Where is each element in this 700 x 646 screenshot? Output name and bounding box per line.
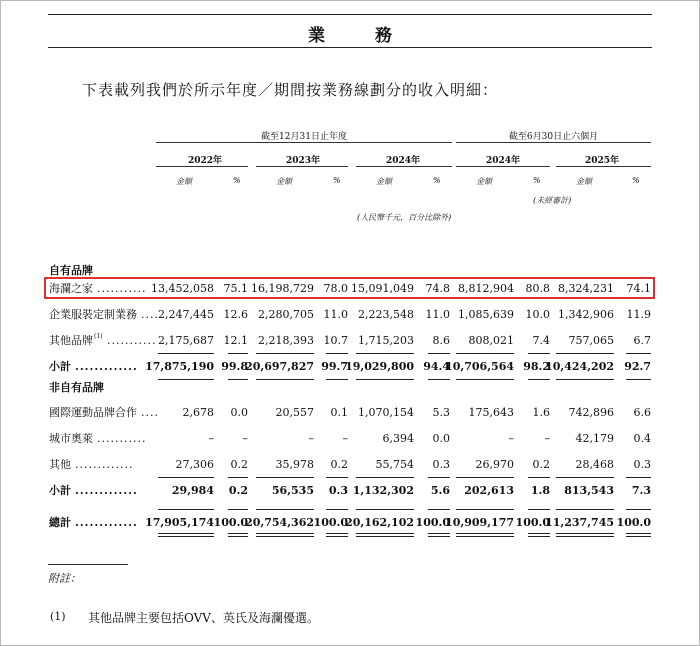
year-rule [256, 166, 348, 167]
note-heading: 附註： [48, 572, 81, 585]
cell-pct: 6.7 [633, 334, 651, 347]
own-subtotal-top-rule [228, 353, 248, 354]
cell-amount: 20,697,827 [245, 360, 314, 373]
unaudited-note: (未經審計) [533, 196, 572, 205]
cell-amount: – [308, 432, 314, 445]
own-subtotal-top-rule [326, 353, 348, 354]
cell-pct: 12.6 [223, 308, 248, 321]
col-amount-header: 金額 [576, 177, 592, 186]
own-subtotal-top-rule [256, 353, 314, 354]
cell-pct: 0.0 [230, 406, 248, 419]
total-double-rule [256, 536, 314, 537]
cell-amount: 56,535 [271, 484, 314, 497]
table-row [0, 430, 700, 448]
leader-dots: ............. [75, 360, 138, 373]
leader-dots: ............. [75, 484, 138, 497]
cell-amount: 202,613 [464, 484, 514, 497]
cell-pct: 0.0 [432, 432, 450, 445]
cell-amount: 813,543 [564, 484, 614, 497]
own-subtotal-top-rule [456, 353, 514, 354]
row-label: 企業服裝定制業務 [49, 308, 137, 321]
total-double-rule [428, 533, 450, 534]
own-subtotal-bottom-rule [158, 379, 214, 380]
cell-pct: 11.9 [626, 308, 651, 321]
cell-amount: 2,175,687 [158, 334, 214, 347]
own-subtotal-bottom-rule [626, 379, 651, 380]
own-subtotal-bottom-rule [228, 379, 248, 380]
cell-amount: 1,132,302 [352, 484, 414, 497]
total-double-rule [326, 536, 348, 537]
cell-pct: 100.0 [213, 516, 248, 529]
section-own-brands: 自有品牌 [49, 264, 93, 277]
cell-amount: 16,198,729 [251, 282, 314, 295]
cell-amount: 6,394 [382, 432, 414, 445]
non-own-subtotal-top-rule [626, 477, 651, 478]
total-double-rule [528, 533, 550, 534]
section-non-own-brands: 非自有品牌 [49, 381, 104, 394]
non-own-subtotal-top-rule [356, 477, 414, 478]
cell-pct: 5.6 [430, 484, 450, 497]
col-pct-header: % [533, 176, 541, 185]
own-subtotal-top-rule [356, 353, 414, 354]
cell-pct: 94.4 [423, 360, 450, 373]
total-double-rule [626, 533, 651, 534]
year-header: 2024年 [385, 156, 421, 166]
own-subtotal-bottom-rule [528, 379, 550, 380]
cell-pct: 100.0 [415, 516, 450, 529]
non-own-subtotal-top-rule [456, 477, 514, 478]
footnote-ref: (1) [94, 333, 103, 340]
total-double-rule [528, 536, 550, 537]
own-subtotal-bottom-rule [356, 379, 414, 380]
unit-note: (人民幣千元，百分比除外) [357, 213, 452, 222]
intro-text: 下表載列我們於所示年度／期間按業務線劃分的收入明細： [82, 81, 499, 99]
header-rule-top [48, 14, 652, 15]
row-label: 其他品牌 [49, 334, 93, 347]
cell-pct: – [242, 432, 248, 445]
total-double-rule [456, 533, 514, 534]
row-label: 海瀾之家 [49, 282, 93, 295]
cell-pct: 99.8 [221, 360, 248, 373]
cell-pct: – [544, 432, 550, 445]
cell-amount: 35,978 [275, 458, 314, 471]
year-header: 2023年 [285, 156, 321, 166]
cell-amount: 2,218,393 [258, 334, 314, 347]
own-subtotal-top-rule [158, 353, 214, 354]
footnote-text: 其他品牌主要包括OVV、英氏及海瀾優選。 [88, 611, 319, 625]
cell-pct: 99.7 [321, 360, 348, 373]
cell-pct: 8.6 [432, 334, 450, 347]
non-own-subtotal-bottom-rule [158, 509, 214, 510]
non-own-subtotal-bottom-rule [626, 509, 651, 510]
cell-amount: – [208, 432, 214, 445]
cell-pct: 10.7 [323, 334, 348, 347]
total-double-rule [356, 536, 414, 537]
non-own-subtotal-bottom-rule [528, 509, 550, 510]
header-rule-bottom [48, 47, 652, 48]
group-year-label: 截至12月31日止年度 [261, 132, 347, 142]
total-double-rule [158, 536, 214, 537]
cell-pct: 0.3 [633, 458, 651, 471]
page-title: 業 務 [308, 26, 414, 46]
table-row [0, 456, 700, 474]
cell-amount: 13,452,058 [151, 282, 214, 295]
non-own-subtotal-top-rule [158, 477, 214, 478]
col-amount-header: 金額 [176, 177, 192, 186]
table-row [0, 332, 700, 350]
non-own-subtotal-bottom-rule [228, 509, 248, 510]
cell-pct: 98.2 [523, 360, 550, 373]
cell-pct: 75.1 [223, 282, 248, 295]
cell-amount: 27,306 [175, 458, 214, 471]
cell-amount: 8,812,904 [458, 282, 514, 295]
year-rule [156, 166, 248, 167]
non-own-subtotal-top-rule [228, 477, 248, 478]
cell-pct: 11.0 [323, 308, 348, 321]
cell-pct: 1.6 [532, 406, 550, 419]
total-double-rule [256, 533, 314, 534]
cell-amount: 2,678 [182, 406, 214, 419]
own-subtotal-bottom-rule [326, 379, 348, 380]
cell-pct: 0.3 [432, 458, 450, 471]
cell-amount: 26,970 [475, 458, 514, 471]
footnote-number: (1) [50, 610, 66, 623]
row-label: 城市奧萊 [49, 432, 93, 445]
table-row [0, 306, 700, 324]
year-header: 2022年 [187, 156, 223, 166]
col-pct-header: % [433, 176, 441, 185]
non-own-subtotal-top-rule [556, 477, 614, 478]
cell-amount: 175,643 [468, 406, 514, 419]
cell-amount: 1,715,203 [358, 334, 414, 347]
total-double-rule [356, 533, 414, 534]
row-label: 小計 [49, 360, 71, 373]
cell-amount: 10,706,564 [445, 360, 514, 373]
footnote-rule [48, 564, 128, 565]
cell-pct: 0.3 [328, 484, 348, 497]
cell-pct: 74.8 [425, 282, 450, 295]
table-row [0, 514, 700, 532]
col-pct-header: % [632, 176, 640, 185]
non-own-subtotal-top-rule [528, 477, 550, 478]
group-half-label: 截至6月30日止六個月 [508, 132, 599, 142]
cell-amount: 2,223,548 [358, 308, 414, 321]
row-label: 其他 [49, 458, 71, 471]
year-header: 2025年 [584, 156, 620, 166]
cell-amount: – [508, 432, 514, 445]
total-double-rule [228, 533, 248, 534]
cell-amount: 757,065 [568, 334, 614, 347]
total-double-rule [456, 536, 514, 537]
cell-amount: 10,424,202 [545, 360, 614, 373]
group-year-rule [156, 142, 452, 143]
leader-dots: ........... [107, 334, 157, 347]
cell-amount: 29,984 [171, 484, 214, 497]
cell-pct: 100.0 [313, 516, 348, 529]
leader-dots: ............. [75, 458, 134, 471]
leader-dots: ........... [97, 282, 147, 295]
cell-amount: 2,280,705 [258, 308, 314, 321]
col-amount-header: 金額 [376, 177, 392, 186]
cell-pct: 0.2 [532, 458, 550, 471]
non-own-subtotal-bottom-rule [326, 509, 348, 510]
cell-pct: 100.0 [616, 516, 651, 529]
cell-pct: 0.4 [633, 432, 651, 445]
col-amount-header: 金額 [276, 177, 292, 186]
own-subtotal-top-rule [556, 353, 614, 354]
own-subtotal-bottom-rule [256, 379, 314, 380]
cell-pct: 78.0 [323, 282, 348, 295]
cell-amount: 55,754 [375, 458, 414, 471]
cell-pct: 11.0 [425, 308, 450, 321]
cell-amount: 20,162,102 [345, 516, 414, 529]
total-double-rule [158, 533, 214, 534]
cell-amount: 742,896 [568, 406, 614, 419]
cell-amount: 808,021 [468, 334, 514, 347]
table-row [0, 482, 700, 500]
total-double-rule [326, 533, 348, 534]
cell-pct: 7.4 [532, 334, 550, 347]
leader-dots: .... [141, 308, 159, 321]
cell-pct: 0.2 [230, 458, 248, 471]
own-subtotal-bottom-rule [428, 379, 450, 380]
total-double-rule [556, 536, 614, 537]
leader-dots: ........... [97, 432, 147, 445]
group-half-rule [456, 142, 651, 143]
cell-pct: 0.2 [228, 484, 248, 497]
cell-pct: 7.3 [631, 484, 651, 497]
cell-pct: 12.1 [223, 334, 248, 347]
non-own-subtotal-top-rule [256, 477, 314, 478]
non-own-subtotal-bottom-rule [356, 509, 414, 510]
cell-pct: 0.1 [330, 406, 348, 419]
year-rule [556, 166, 651, 167]
col-pct-header: % [333, 176, 341, 185]
cell-pct: 6.6 [633, 406, 651, 419]
cell-amount: 17,875,190 [145, 360, 214, 373]
year-header: 2024年 [485, 156, 521, 166]
leader-dots: ............. [75, 516, 138, 529]
cell-amount: 28,468 [575, 458, 614, 471]
cell-pct: 74.1 [626, 282, 651, 295]
col-amount-header: 金額 [476, 177, 492, 186]
non-own-subtotal-bottom-rule [556, 509, 614, 510]
cell-amount: 1,342,906 [558, 308, 614, 321]
non-own-subtotal-top-rule [326, 477, 348, 478]
cell-pct: 0.2 [330, 458, 348, 471]
cell-amount: 19,029,800 [345, 360, 414, 373]
total-double-rule [228, 536, 248, 537]
non-own-subtotal-top-rule [428, 477, 450, 478]
highlight-box [44, 277, 655, 299]
cell-amount: 17,905,174 [145, 516, 214, 529]
table-row [0, 358, 700, 376]
cell-amount: 8,324,231 [558, 282, 614, 295]
non-own-subtotal-bottom-rule [256, 509, 314, 510]
cell-amount: 42,179 [575, 432, 614, 445]
cell-amount: 20,754,362 [245, 516, 314, 529]
cell-pct: 92.7 [624, 360, 651, 373]
cell-pct: 10.0 [525, 308, 550, 321]
own-subtotal-top-rule [528, 353, 550, 354]
cell-amount: 2,247,445 [158, 308, 214, 321]
cell-amount: 15,091,049 [351, 282, 414, 295]
row-label: 國際運動品牌合作 [49, 406, 137, 419]
cell-amount: 1,085,639 [458, 308, 514, 321]
leader-dots: .... [141, 406, 159, 419]
non-own-subtotal-bottom-rule [456, 509, 514, 510]
own-subtotal-bottom-rule [456, 379, 514, 380]
cell-pct: – [342, 432, 348, 445]
own-subtotal-bottom-rule [556, 379, 614, 380]
own-subtotal-top-rule [428, 353, 450, 354]
row-label: 小計 [49, 484, 71, 497]
cell-amount: 11,237,745 [545, 516, 614, 529]
cell-pct: 80.8 [525, 282, 550, 295]
total-double-rule [556, 533, 614, 534]
cell-amount: 1,070,154 [358, 406, 414, 419]
col-pct-header: % [233, 176, 241, 185]
cell-pct: 100.0 [515, 516, 550, 529]
year-rule [456, 166, 550, 167]
cell-pct: 5.3 [432, 406, 450, 419]
table-row [0, 404, 700, 422]
total-double-rule [626, 536, 651, 537]
own-subtotal-top-rule [626, 353, 651, 354]
total-double-rule [428, 536, 450, 537]
year-rule [356, 166, 452, 167]
row-label: 總計 [49, 516, 71, 529]
cell-pct: 1.8 [530, 484, 550, 497]
cell-amount: 10,909,177 [445, 516, 514, 529]
cell-amount: 20,557 [275, 406, 314, 419]
non-own-subtotal-bottom-rule [428, 509, 450, 510]
